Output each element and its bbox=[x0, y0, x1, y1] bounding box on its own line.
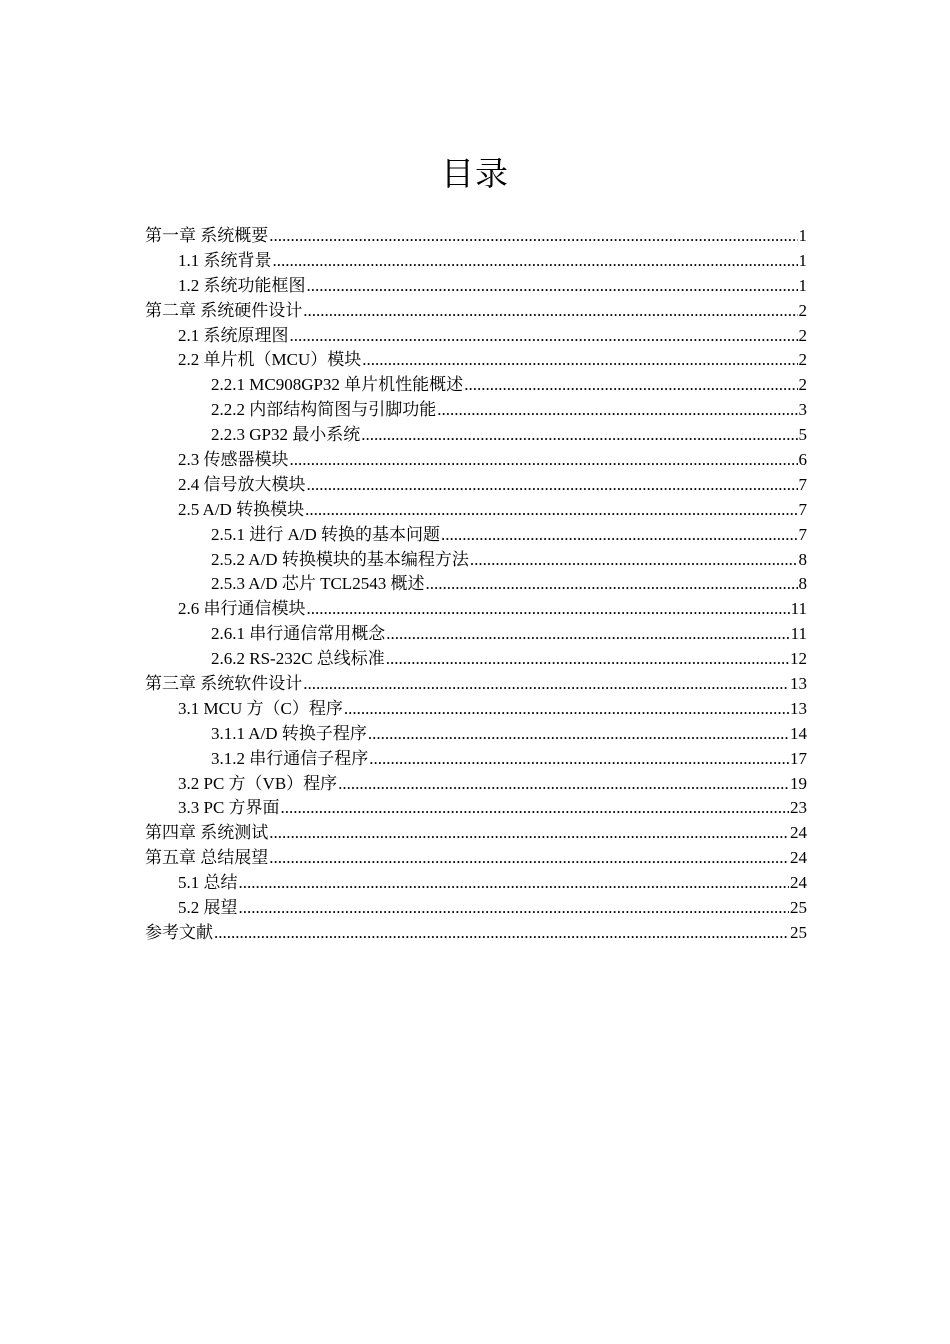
dot-leader bbox=[303, 299, 797, 324]
toc-entry-page-number: 8 bbox=[798, 549, 807, 569]
toc-entry-label: 第五章 总结展望 bbox=[145, 848, 269, 868]
toc-entry-page-number: 24 bbox=[790, 848, 807, 868]
dot-leader bbox=[239, 896, 790, 921]
toc-entry[interactable] bbox=[145, 772, 807, 797]
toc-entry[interactable] bbox=[145, 224, 807, 249]
toc-entry-page-number: 23 bbox=[790, 798, 807, 818]
toc-entry-label: 5.2 展望 bbox=[178, 898, 238, 918]
toc-entry-label: 3.3 PC 方界面 bbox=[178, 798, 280, 818]
toc-entry-page-number: 8 bbox=[798, 574, 807, 594]
toc-entry-label: 3.1.2 串行通信子程序 bbox=[211, 748, 369, 768]
dot-leader bbox=[369, 747, 789, 772]
toc-entry-page-number: 1 bbox=[798, 250, 807, 270]
toc-entry-label: 2.5 A/D 转换模块 bbox=[178, 499, 305, 519]
toc-entry[interactable] bbox=[145, 548, 807, 573]
toc-entry-label: 第二章 系统硬件设计 bbox=[145, 300, 303, 320]
toc-entry-page-number: 24 bbox=[790, 873, 807, 893]
dot-leader bbox=[214, 921, 789, 946]
toc-entry-label: 2.2.2 内部结构简图与引脚功能 bbox=[211, 400, 437, 420]
toc-entry-page-number: 11 bbox=[790, 624, 807, 644]
toc-entry[interactable] bbox=[145, 672, 807, 697]
toc-entry[interactable] bbox=[145, 622, 807, 647]
toc-entry-page-number: 12 bbox=[790, 649, 807, 669]
toc-entry[interactable] bbox=[145, 398, 807, 423]
dot-leader bbox=[386, 647, 789, 672]
toc-entry-label: 2.5.2 A/D 转换模块的基本编程方法 bbox=[211, 549, 469, 569]
toc-entry[interactable] bbox=[145, 846, 807, 871]
toc-entry[interactable] bbox=[145, 523, 807, 548]
toc-entry-page-number: 7 bbox=[798, 499, 807, 519]
toc-entry-page-number: 2 bbox=[798, 375, 807, 395]
toc-entry-label: 3.2 PC 方（VB）程序 bbox=[178, 773, 338, 793]
toc-entry-label: 1.2 系统功能框图 bbox=[178, 275, 306, 295]
toc-entry-label: 3.1 MCU 方（C）程序 bbox=[178, 698, 343, 718]
toc-entry-page-number: 13 bbox=[790, 698, 807, 718]
toc-entry-label: 2.6 串行通信模块 bbox=[178, 599, 306, 619]
toc-entry[interactable] bbox=[145, 473, 807, 498]
toc-entry-page-number: 13 bbox=[790, 674, 807, 694]
dot-leader bbox=[307, 274, 798, 299]
dot-leader bbox=[273, 249, 798, 274]
dot-leader bbox=[437, 398, 797, 423]
toc-entry-label: 第三章 系统软件设计 bbox=[145, 674, 303, 694]
toc-entry-label: 1.1 系统背景 bbox=[178, 250, 272, 270]
toc-entry-page-number: 6 bbox=[798, 450, 807, 470]
dot-leader bbox=[290, 448, 798, 473]
dot-leader bbox=[361, 423, 797, 448]
toc-entry-page-number: 2 bbox=[798, 325, 807, 345]
toc-entry-label: 2.2.3 GP32 最小系统 bbox=[211, 425, 361, 445]
toc-entry[interactable] bbox=[145, 722, 807, 747]
toc-entry-label: 第一章 系统概要 bbox=[145, 226, 269, 245]
toc-entry-label: 2.6.2 RS-232C 总线标准 bbox=[211, 649, 385, 669]
toc-entry-page-number: 1 bbox=[798, 226, 807, 245]
toc-entry-label: 2.2 单片机（MCU）模块 bbox=[178, 350, 362, 370]
dot-leader bbox=[464, 373, 797, 398]
toc-entry-page-number: 7 bbox=[798, 524, 807, 544]
toc-entry[interactable] bbox=[145, 498, 807, 523]
toc-entry-page-number: 2 bbox=[798, 300, 807, 320]
dot-leader bbox=[368, 722, 789, 747]
toc-entry[interactable] bbox=[145, 597, 807, 622]
toc-entry-page-number: 19 bbox=[790, 773, 807, 793]
toc-entry-label: 2.6.1 串行通信常用概念 bbox=[211, 624, 386, 644]
toc-entry[interactable] bbox=[145, 697, 807, 722]
toc-entry-page-number: 24 bbox=[790, 823, 807, 843]
toc-entry[interactable] bbox=[145, 647, 807, 672]
toc-entry-label: 2.5.1 进行 A/D 转换的基本问题 bbox=[211, 524, 441, 544]
toc-entry-label: 2.3 传感器模块 bbox=[178, 450, 289, 470]
toc-entry-page-number: 7 bbox=[798, 474, 807, 494]
toc-entry-page-number: 25 bbox=[790, 922, 807, 942]
toc-entry-label: 2.5.3 A/D 芯片 TCL2543 概述 bbox=[211, 574, 425, 594]
toc-entry-page-number: 25 bbox=[790, 898, 807, 918]
toc-entry-label: 3.1.1 A/D 转换子程序 bbox=[211, 723, 367, 743]
dot-leader bbox=[305, 498, 797, 523]
toc-entry-page-number: 1 bbox=[798, 275, 807, 295]
toc-entry[interactable] bbox=[145, 324, 807, 349]
toc-entry-label: 5.1 总结 bbox=[178, 873, 238, 893]
table-of-contents bbox=[145, 224, 807, 946]
toc-entry-page-number: 3 bbox=[798, 400, 807, 420]
toc-entry-label: 2.4 信号放大模块 bbox=[178, 474, 306, 494]
page-title: 目录 bbox=[441, 154, 509, 193]
toc-entry-label: 2.2.1 MC908GP32 单片机性能概述 bbox=[211, 375, 464, 395]
dot-leader bbox=[470, 548, 798, 573]
dot-leader bbox=[290, 324, 798, 349]
dot-leader bbox=[239, 871, 790, 896]
toc-entry-page-number: 5 bbox=[798, 425, 807, 445]
toc-entry[interactable] bbox=[145, 747, 807, 772]
dot-leader bbox=[307, 597, 790, 622]
toc-entry[interactable] bbox=[145, 274, 807, 299]
toc-entry[interactable] bbox=[145, 821, 807, 846]
toc-entry[interactable] bbox=[145, 423, 807, 448]
dot-leader bbox=[425, 572, 797, 597]
toc-entry-label: 参考文献 bbox=[145, 922, 213, 942]
dot-leader bbox=[269, 224, 797, 249]
dot-leader bbox=[338, 772, 789, 797]
toc-entry[interactable] bbox=[145, 921, 807, 946]
dot-leader bbox=[281, 796, 789, 821]
dot-leader bbox=[386, 622, 789, 647]
toc-entry[interactable] bbox=[145, 871, 807, 896]
toc-entry[interactable] bbox=[145, 299, 807, 324]
dot-leader bbox=[441, 523, 797, 548]
toc-entry[interactable] bbox=[145, 348, 807, 373]
dot-leader bbox=[269, 846, 789, 871]
dot-leader bbox=[269, 821, 789, 846]
toc-entry[interactable] bbox=[145, 373, 807, 398]
dot-leader bbox=[344, 697, 789, 722]
toc-entry[interactable] bbox=[145, 448, 807, 473]
toc-entry[interactable] bbox=[145, 572, 807, 597]
dot-leader bbox=[362, 348, 797, 373]
toc-entry-page-number: 17 bbox=[790, 748, 807, 768]
dot-leader bbox=[303, 672, 789, 697]
toc-entry[interactable] bbox=[145, 896, 807, 921]
dot-leader bbox=[307, 473, 798, 498]
toc-entry-page-number: 11 bbox=[790, 599, 807, 619]
toc-entry-page-number: 2 bbox=[798, 350, 807, 370]
toc-entry-label: 第四章 系统测试 bbox=[145, 823, 269, 843]
toc-entry[interactable] bbox=[145, 249, 807, 274]
toc-entry-label: 2.1 系统原理图 bbox=[178, 325, 289, 345]
toc-entry[interactable] bbox=[145, 796, 807, 821]
toc-entry-page-number: 14 bbox=[790, 723, 807, 743]
